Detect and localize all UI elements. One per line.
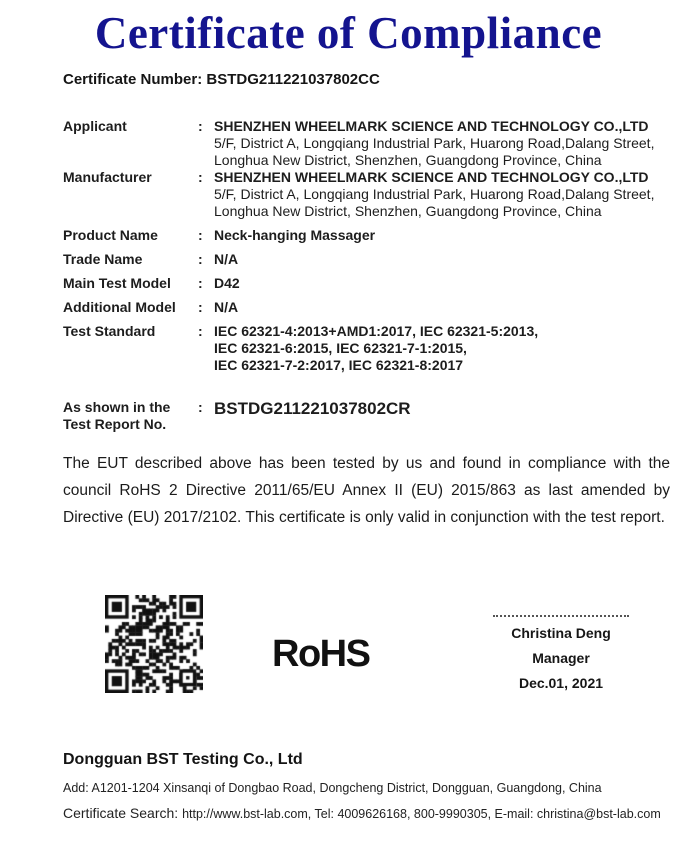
manufacturer-address-line1: 5/F, District A, Longqiang Industrial Park, Huarong Road,Dalang Street, [214,186,655,202]
test-standard-line3: IEC 62321-7-2:2017, IEC 62321-8:2017 [214,357,464,373]
field-colon: : [198,275,203,291]
field-row-test-standard [63,323,669,374]
applicant-value [214,118,654,169]
certificate-search-label: Certificate Search: [63,805,179,821]
stamp-band [0,595,697,695]
signature-dotted-line [493,615,629,617]
field-colon: : [198,118,203,134]
certificate-search-value: http://www.bst-lab.com, Tel: 4009626168, 800-9990305, E-mail: christina@bst-lab.com [182,807,661,821]
field-colon: : [198,169,203,185]
field-colon: : [198,299,203,315]
test-report-value: BSTDG211221037802CR [214,399,411,418]
footer [63,751,669,821]
rohs-logo: RoHS [272,633,370,675]
applicant-address-line1: 5/F, District A, Longqiang Industrial Park, Huarong Road,Dalang Street, [214,135,655,151]
test-report-label [63,399,198,433]
test-standard-value [214,323,538,374]
field-row-main-test-model [63,275,669,292]
manufacturer-address-line2: Longhua New District, Shenzhen, Guangdong Province, China [214,203,602,219]
field-row-additional-model [63,299,669,316]
signer-title: Manager [532,650,590,666]
applicant-label: Applicant [63,118,127,134]
product-name-value: Neck-hanging Massager [214,227,376,243]
signature-date: Dec.01, 2021 [518,675,604,691]
applicant-name: SHENZHEN WHEELMARK SCIENCE AND TECHNOLOGY CO.,LTD [214,118,649,134]
applicant-address-line2: Longhua New District, Shenzhen, Guangdong Province, China [214,152,602,168]
test-report-label-line1: As shown in the [63,399,171,415]
manufacturer-label: Manufacturer [63,169,152,185]
signature-block [493,615,629,696]
manufacturer-value [214,169,654,220]
test-standard-label: Test Standard [63,323,156,339]
field-row-manufacturer [63,169,669,220]
trade-name-label: Trade Name [63,251,143,267]
field-row-test-report [63,399,669,433]
signer-name: Christina Deng [511,625,611,641]
main-test-model-value: D42 [214,275,240,291]
field-colon: : [198,399,203,415]
issuer-address: Add: A1201-1204 Xinsanqi of Dongbao Road, Dongcheng District, Dongguan, Guangdong, China [63,781,602,795]
certificate-page [0,8,697,843]
product-name-label: Product Name [63,227,158,243]
compliance-statement: The EUT described above has been tested by us and found in compliance with the council RoHS 2 Directive 2011/65/EU Annex II (EU) 2015/863 as last amended by Directive (EU) 2017/2102. This certificate is only valid in conjunction with the test report. [63,455,670,526]
trade-name-value: N/A [214,251,239,267]
field-row-product-name [63,227,669,244]
field-row-trade-name [63,251,669,268]
certificate-title: Certificate of Compliance [94,8,603,58]
field-row-applicant [63,118,669,169]
test-standard-line1: IEC 62321-4:2013+AMD1:2017, IEC 62321-5:2013, [214,323,539,339]
test-report-label-line2: Test Report No. [63,416,167,432]
additional-model-label: Additional Model [63,299,176,315]
issuer-company-name: Dongguan BST Testing Co., Ltd [63,751,303,768]
certificate-fields [63,118,669,433]
qr-code [105,595,203,693]
additional-model-value: N/A [214,299,239,315]
field-colon: : [198,251,203,267]
main-test-model-label: Main Test Model [63,275,171,291]
certificate-search-line [63,805,669,821]
test-standard-line2: IEC 62321-6:2015, IEC 62321-7-1:2015, [214,340,467,356]
field-colon: : [198,323,203,339]
field-colon: : [198,227,203,243]
manufacturer-name: SHENZHEN WHEELMARK SCIENCE AND TECHNOLOGY CO.,LTD [214,169,649,185]
certificate-number: Certificate Number: BSTDG211221037802CC [63,71,380,88]
